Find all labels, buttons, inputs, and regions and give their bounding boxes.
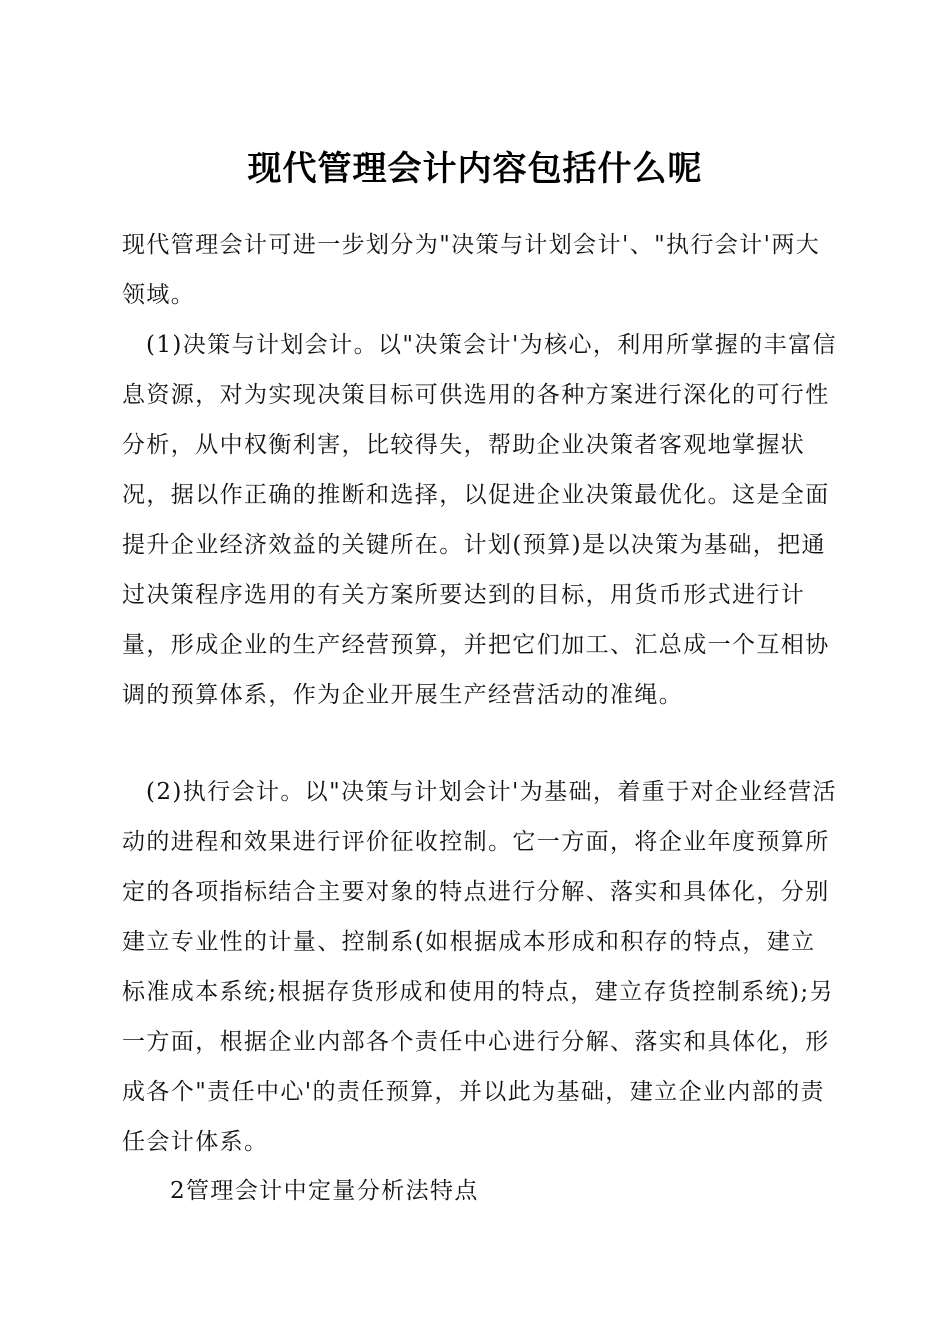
decision-planning-paragraph: (1)决策与计划会计。以"决策会计'为核心，利用所掌握的丰富信息资源，对为实现决策目标可供选用的各种方案进行深化的可行性分析，从中权衡利害，比较得失，帮助企业决策者客观地掌握状况，据以作正确的推断和选择，以促进企业决策最优化。这是全面提升企业经济效益的关键所在。计划(预算)是以决策为基础，把通过决策程序选用的有关方案所要达到的目标，用货币形式进行计量，形成企业的生产经营预算，并把它们加工、汇总成一个互相协调的预算体系，作为企业开展生产经营活动的准绳。 — [122, 332, 837, 708]
execution-accounting-paragraph: (2)执行会计。以"决策与计划会计'为基础，着重于对企业经营活动的进程和效果进行评价征收控制。它一方面，将企业年度预算所定的各项指标结合主要对象的特点进行分解、落实和具体化，分别建立专业性的计量、控制系(如根据成本形成和积存的特点，建立标准成本系统;根据存货形成和使用的特点，建立存货控制系统);另一方面，根据企业内部各个责任中心进行分解、落实和具体化，形成各个"责任中心'的责任预算，并以此为基础，建立企业内部的责任会计体系。 — [122, 779, 837, 1155]
section-heading: 2管理会计中定量分析法特点 — [170, 1178, 479, 1204]
intro-paragraph: 现代管理会计可进一步划分为"决策与计划会计'、"执行会计'两大领域。 — [122, 232, 821, 308]
document-title: 现代管理会计内容包括什么呢 — [247, 149, 703, 189]
